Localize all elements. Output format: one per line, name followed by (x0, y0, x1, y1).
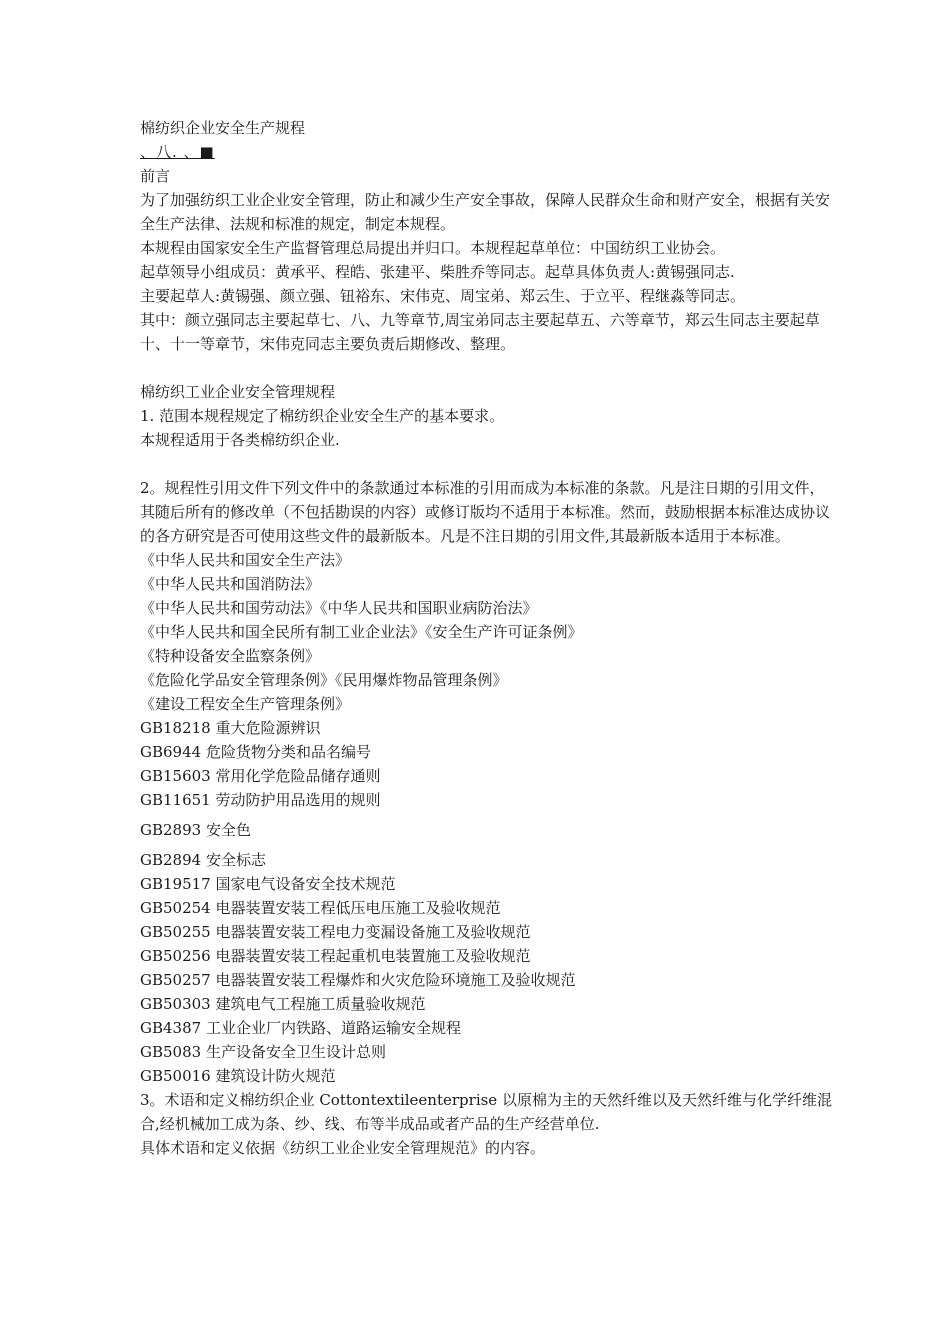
preface-heading: 前言 (140, 167, 171, 185)
section-3-terms-definitions: 3。术语和定义棉纺织企业 Cottontextileenterprise 以原棉为主的天然纤维以及天然纤维与化学纤维混合,经机械加工成为条、纱、线、布等半成品或者产品的生产经营单位. (140, 1091, 832, 1133)
document-page (140, 116, 840, 1160)
section-1-applicability: 本规程适用于各类棉纺织企业. (140, 431, 340, 449)
section-3-note: 具体术语和定义依据《纺织工业企业安全管理规范》的内容。 (140, 1139, 546, 1157)
reference-item: GB6944 危险货物分类和品名编号 (140, 743, 371, 761)
reference-item: 《中华人民共和国消防法》 (140, 575, 321, 593)
reference-item: 《中华人民共和国劳动法》《中华人民共和国职业病防治法》 (140, 599, 538, 617)
reference-item: GB50303 建筑电气工程施工质量验收规范 (140, 995, 426, 1013)
reference-item: GB50255 电器装置安装工程电力变漏设备施工及验收规范 (140, 923, 531, 941)
reference-item: GB50016 建筑设计防火规范 (140, 1067, 336, 1085)
reference-item: GB50256 电器装置安装工程起重机电装置施工及验收规范 (140, 947, 531, 965)
reference-item: 《中华人民共和国安全生产法》 (140, 551, 351, 569)
preface-paragraph-2: 本规程由国家安全生产监督管理总局提出并归口。本规程起草单位：中国纺织工业协会。 (140, 239, 726, 257)
spacer (140, 356, 840, 380)
section-2-normative-references: 2。规程性引用文件下列文件中的条款通过本标准的引用而成为本标准的条款。凡是注日期的引用文件，其随后所有的修改单（不包括勘误的内容）或修订版均不适用于本标准。然而，鼓励根据本标准达成协议的各方研究是否可使用这些文件的最新版本。凡是不注日期的引用文件,其最新版本适用于本标准。 (140, 479, 831, 545)
reference-item: 《建设工程安全生产管理条例》 (140, 695, 351, 713)
preface-paragraph-3: 起草领导小组成员：黄承平、程皓、张建平、柴胜乔等同志。起草具体负责人:黄锡强同志. (140, 263, 735, 281)
reference-item: GB2893 安全色 (140, 821, 251, 839)
document-title: 棉纺织企业安全生产规程 (140, 119, 306, 137)
reference-item: 《中华人民共和国全民所有制工业企业法》《安全生产许可证条例》 (140, 623, 583, 641)
reference-item: 《特种设备安全监察条例》 (140, 647, 321, 665)
reference-item: GB50257 电器装置安装工程爆炸和火灾危险环境施工及验收规范 (140, 971, 576, 989)
stray-mark-text: 、八. 、■ (140, 143, 215, 161)
reference-item: GB4387 工业企业厂内铁路、道路运输安全规程 (140, 1019, 461, 1037)
reference-list (140, 548, 840, 1088)
section-1-scope: 1. 范围本规程规定了棉纺织企业安全生产的基本要求。 (140, 407, 505, 425)
reference-item: GB18218 重大危险源辨识 (140, 719, 321, 737)
reference-item: GB11651 劳动防护用品选用的规则 (140, 791, 381, 809)
reference-item: GB19517 国家电气设备安全技术规范 (140, 875, 396, 893)
reference-item: GB15603 常用化学危险品储存通则 (140, 767, 381, 785)
spacer (140, 452, 840, 476)
preface-paragraph-5: 其中：颜立强同志主要起草七、八、九等章节,周宝弟同志主要起草五、六等章节，郑云生同志主要起草十、十一等章节，宋伟克同志主要负责后期修改、整理。 (140, 311, 820, 353)
reference-item: GB2894 安全标志 (140, 851, 266, 869)
preface-paragraph-4: 主要起草人:黄锡强、颜立强、钮裕东、宋伟克、周宝弟、郑云生、于立平、程继淼等同志。 (140, 287, 746, 305)
reference-item: GB50254 电器装置安装工程低压电压施工及验收规范 (140, 899, 501, 917)
section-title: 棉纺织工业企业安全管理规程 (140, 383, 336, 401)
reference-item: 《危险化学品安全管理条例》《民用爆炸物品管理条例》 (140, 671, 508, 689)
reference-item: GB5083 生产设备安全卫生设计总则 (140, 1043, 386, 1061)
preface-paragraph-1: 为了加强纺织工业企业安全管理，防止和减少生产安全事故，保障人民群众生命和财产安全，根据有关安全生产法律、法规和标准的规定，制定本规程。 (140, 191, 831, 233)
